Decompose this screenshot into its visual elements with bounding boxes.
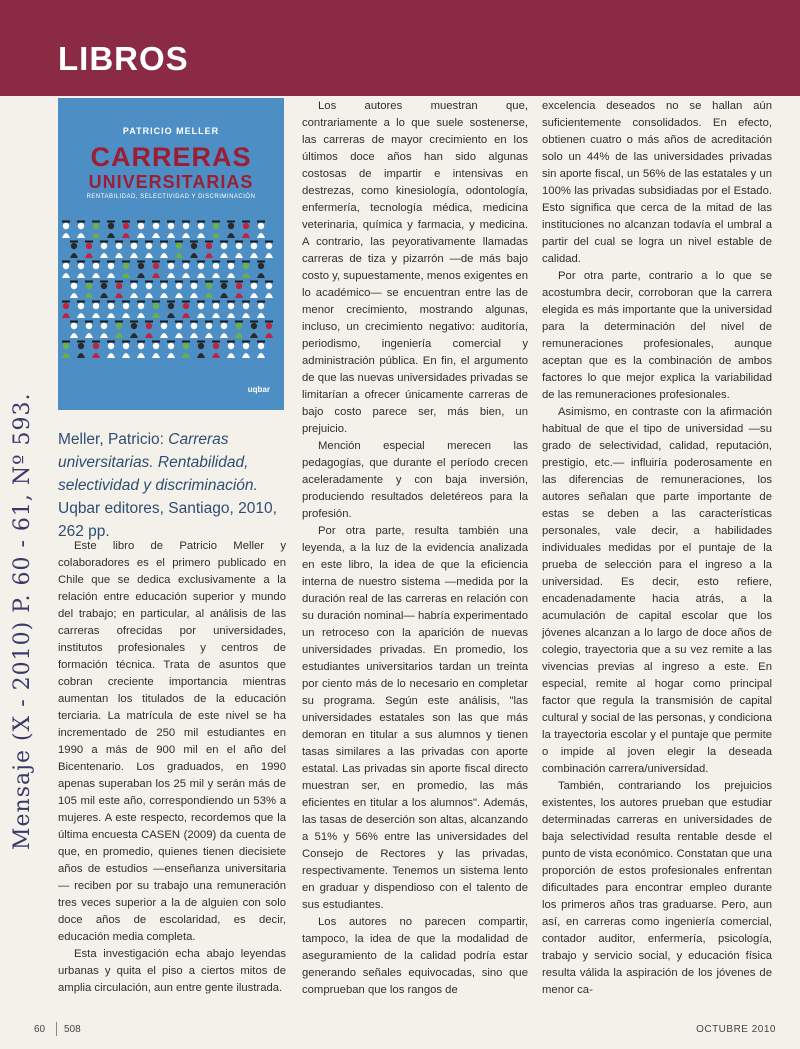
graduate-figure xyxy=(175,321,183,339)
graduate-figure xyxy=(250,241,258,259)
graduate-figure xyxy=(62,261,70,279)
graduate-figure xyxy=(212,301,220,319)
graduate-figure xyxy=(205,321,213,339)
graduate-figure xyxy=(257,341,265,359)
graduate-figure xyxy=(175,281,183,299)
paragraph: Por otra parte, contrario a lo que se acostumbra decir, corroboran que la carrera elegida es más importante que la universidad para la determinación del nivel de remuneraciones profesionales, aunque aceptan que es la combinación de ambos factores lo que mejor explica la variabilidad de las remuneraciones profesionales. xyxy=(542,270,772,401)
graduate-figure xyxy=(167,341,175,359)
graduate-figure xyxy=(265,321,273,339)
graduate-figure xyxy=(130,321,138,339)
graduate-figure xyxy=(152,341,160,359)
graduate-figure xyxy=(235,281,243,299)
graduate-figure xyxy=(77,221,85,239)
graduate-figure xyxy=(152,301,160,319)
graduate-figure xyxy=(70,241,78,259)
cover-author: PATRICIO MELLER xyxy=(122,126,220,136)
graduate-figure xyxy=(212,261,220,279)
graduate-figure xyxy=(85,281,93,299)
graduates-illustration xyxy=(58,216,284,376)
paragraph: Este libro de Patricio Meller y colaboradores es el primero publicado en Chile que se dedica exclusivamente a la relación entre educación superior y mundo del trabajo; en particular, al análisis de las carreras ofrecidas por universidades, institutos profesionales y centros de formación técnica. Trata de asuntos que cobran creciente importancia mientras aumentan los titulados de la educación terciaria. La matrícula de este nivel se ha incrementado de 250 mil estudiantes en 1990 a más de 900 mil en el año del Bicentenario. Los graduados, en 1990 apenas superaban los 25 mil y serán más de 105 mil este año, correspondiendo un 53% a mujeres. A este respecto, recordemos que la última encuesta CASEN (2009) da cuenta de que, en promedio, quienes tienen diecisiete años de estudios —enseñanza universitaria— reciben por su trabajo una remuneración tres veces superior a la de alguien con solo doce años de escolaridad, es decir, educación media completa. xyxy=(58,540,286,943)
graduate-figure xyxy=(235,321,243,339)
graduate-figure xyxy=(137,301,145,319)
graduate-figure xyxy=(220,321,228,339)
graduate-figure xyxy=(242,301,250,319)
graduate-figure xyxy=(167,301,175,319)
handwritten-annotation: Mensaje (X - 2010) P. 60 - 61, Nº 593. xyxy=(10,392,35,850)
graduate-figure xyxy=(137,261,145,279)
graduate-figure xyxy=(107,221,115,239)
graduate-figure xyxy=(212,341,220,359)
graduate-figure xyxy=(265,241,273,259)
graduate-figure xyxy=(227,341,235,359)
graduate-figure xyxy=(100,281,108,299)
graduate-figure xyxy=(145,241,153,259)
graduate-figure xyxy=(250,321,258,339)
graduate-figure xyxy=(115,241,123,259)
graduate-figure xyxy=(152,261,160,279)
issue-number: 508 xyxy=(64,1024,81,1035)
graduate-figure xyxy=(62,341,70,359)
review-column-1 xyxy=(58,538,286,997)
reference-author: Meller, Patricio: xyxy=(58,431,169,448)
graduate-figure xyxy=(197,301,205,319)
page-number: 60 xyxy=(34,1024,46,1035)
cover-title-line-2: UNIVERSITARIAS xyxy=(88,172,254,192)
graduate-figure xyxy=(100,321,108,339)
graduate-figure xyxy=(265,281,273,299)
book-reference xyxy=(58,428,286,543)
graduate-figure xyxy=(227,261,235,279)
graduate-figure xyxy=(227,301,235,319)
review-column-3 xyxy=(542,98,772,999)
graduate-figure xyxy=(160,321,168,339)
graduate-figure xyxy=(205,281,213,299)
paragraph: Asimismo, en contraste con la afirmación habitual de que el tipo de universidad —su grado de selectividad, calidad, reputación, prestigio, etc.— influiría poderosamente en las diferencias de remuneraciones, los autores señalan que parte importante de estas se deben a las características personales, vale decir, a habilidades individuales medidas por el puntaje de la prueba de selección para el ingreso a la universidad. Es decir, esto refiere, encadenadamente hacia atrás, a la acumulación de capital escolar que los jóvenes alcanzan a lo largo de doce años de colegio, trayectoria que a su vez remite a las vivencias previas al ingreso a este. En especial, remite al hogar como principal factor que regula la transmisión de capital cultural y social de las personas, y condiciona la trayectoria escolar y el puntaje que permite o impide al joven elegir la deseada combinación carrera/universidad. xyxy=(542,406,772,775)
graduate-figure xyxy=(115,321,123,339)
graduate-figure xyxy=(220,281,228,299)
graduate-figure xyxy=(182,261,190,279)
graduate-figure xyxy=(182,301,190,319)
cover-title-line-1: CARRERAS xyxy=(90,142,252,172)
reference-title: Carreras universitarias. Rentabilidad, selectividad y discriminación. xyxy=(58,431,258,494)
book-cover xyxy=(58,98,284,410)
graduate-figure xyxy=(107,301,115,319)
graduate-figure xyxy=(107,341,115,359)
graduate-figure xyxy=(77,341,85,359)
graduate-figure xyxy=(197,261,205,279)
graduate-figure xyxy=(70,281,78,299)
graduate-figure xyxy=(257,261,265,279)
paragraph: Por otra parte, resulta también una leyenda, a la luz de la evidencia analizada en este libro, la idea de que la eficiencia interna de nuestro sistema —medida por la duración real de las carreras en relación con su duración nominal— habría experimentado un retroceso con la aparición de nuevas universidades privadas. En promedio, los estudiantes universitarios tardan un treinta por ciento más de lo necesario en completar su programa. Según este análisis, "las universidades estatales son las que más demoran en titular a sus alumnos y tienen tasas similares a las privadas con aporte estatal. Las privadas sin aporte fiscal directo muestran ser, en promedio, las más eficientes en titular a los alumnos". Además, las tasas de deserción son altas, alcanzando a 51% y 56% entre las universidades del Consejo de Rectores y las privadas, respectivamente. Tenemos un sistema lento en graduar y dispendioso con el talento de sus estudiantes. xyxy=(302,525,528,911)
graduate-figure xyxy=(167,221,175,239)
graduate-figure xyxy=(190,281,198,299)
graduate-figure xyxy=(122,221,130,239)
cover-publisher-logo: uqbar xyxy=(247,385,270,394)
paragraph: Los autores no parecen compartir, tampoco, la idea de que la modalidad de aseguramiento de la calidad podría estar generando señales equivocadas, sino que comprueban que los rangos de xyxy=(302,916,528,996)
graduate-figure xyxy=(137,341,145,359)
paragraph: Los autores muestran que, contrariamente a lo que suele sostenerse, las carreras de mayor crecimiento en los últimos doce años han sido algunas costosas de impartir e intensivas en destrezas, como kinesiología, odontología, enfermería, tecnología médica, medicina veterinaria, química y farmacia, y medicina. A contrario, las peyorativamente llamadas carreras de tiza y pizarrón —de más bajo costo y, supuestamente, menos exigentes en lo académico— se encuentran entre las de menor crecimiento, mostrando algunas, incluso, un crecimiento negativo: auditoría, periodismo, ingeniería comercial y administración pública. En fin, el argumento de que las nuevas universidades privadas se limitarían a ofrecer únicamente carreras de bajo costo parece ser, más bien, un prejuicio. xyxy=(302,100,528,435)
graduate-figure xyxy=(85,241,93,259)
graduate-figure xyxy=(122,341,130,359)
graduate-figure xyxy=(212,221,220,239)
issue-date: OCTUBRE 2010 xyxy=(696,1024,776,1035)
graduate-figure xyxy=(205,241,213,259)
graduate-figure xyxy=(235,241,243,259)
graduate-figure xyxy=(242,221,250,239)
graduate-figure xyxy=(122,261,130,279)
graduate-figure xyxy=(85,321,93,339)
graduate-figure xyxy=(77,261,85,279)
graduate-figure xyxy=(167,261,175,279)
graduate-figure xyxy=(220,241,228,259)
graduate-figure xyxy=(62,221,70,239)
graduate-figure xyxy=(182,221,190,239)
graduate-figure xyxy=(160,241,168,259)
graduate-figure xyxy=(182,341,190,359)
graduate-figure xyxy=(227,221,235,239)
graduate-figure xyxy=(92,301,100,319)
graduate-figure xyxy=(242,341,250,359)
graduate-figure xyxy=(115,281,123,299)
graduate-figure xyxy=(190,321,198,339)
graduate-figure xyxy=(77,301,85,319)
graduate-figure xyxy=(197,221,205,239)
graduate-figure xyxy=(130,241,138,259)
graduate-figure xyxy=(250,281,258,299)
graduate-figure xyxy=(152,221,160,239)
graduate-figure xyxy=(92,221,100,239)
graduate-figure xyxy=(242,261,250,279)
review-column-2 xyxy=(302,98,528,999)
graduate-figure xyxy=(70,321,78,339)
graduate-figure xyxy=(122,301,130,319)
reference-publisher: Uqbar editores, Santiago, 2010, 262 pp. xyxy=(58,500,277,540)
graduate-figure xyxy=(145,281,153,299)
paragraph: excelencia deseados no se hallan aún suficientemente consolidados. En efecto, obtienen cuatro o más años de acreditación solo un 44% de las universidades privadas sin aporte fiscal, un 56% de las estatales y un 100% las privadas subsidiadas por el Estado. Esto significa que cerca de la mitad de las instituciones no alcanzan todavía el umbral a partir del cual se logra un nivel estable de calidad. xyxy=(542,100,772,265)
graduate-figure xyxy=(190,241,198,259)
graduate-figure xyxy=(137,221,145,239)
footer-divider xyxy=(56,1022,57,1036)
graduate-figure xyxy=(257,221,265,239)
graduate-figure xyxy=(175,241,183,259)
paragraph: Mención especial merecen las pedagogías, que durante el período crecen aceleradamente y con baja inversión, produciendo resultados deletéreos para la profesión. xyxy=(302,440,528,520)
graduate-figure xyxy=(92,261,100,279)
graduate-figure xyxy=(107,261,115,279)
graduate-figure xyxy=(100,241,108,259)
paragraph: Esta investigación echa abajo leyendas urbanas y quita el piso a ciertos mitos de amplia circulación, aun entre gente ilustrada. xyxy=(58,948,286,994)
graduate-figure xyxy=(62,301,70,319)
graduate-figure xyxy=(257,301,265,319)
graduate-figure xyxy=(160,281,168,299)
graduate-figure xyxy=(145,321,153,339)
graduate-figure xyxy=(197,341,205,359)
graduate-figure xyxy=(130,281,138,299)
paragraph: También, contrariando los prejuicios existentes, los autores prueban que estudiar determinadas carreras en universidades de baja selectividad resulta rentable desde el punto de vista económico. Constatan que una proporción de estos profesionales enfrentan dificultades para encontrar empleo durante los primeros años tras graduarse. Pero, aun así, en carreras como ingeniería comercial, contador auditor, enfermería, psicología, trabajo y servicio social, y educación física resulta válida la aspiración de los jóvenes de menor ca- xyxy=(542,780,772,996)
section-title: LIBROS xyxy=(58,40,189,77)
graduate-figure xyxy=(92,341,100,359)
cover-subtitle: RENTABILIDAD, SELECTIVIDAD Y DISCRIMINACIÓN xyxy=(86,194,256,200)
